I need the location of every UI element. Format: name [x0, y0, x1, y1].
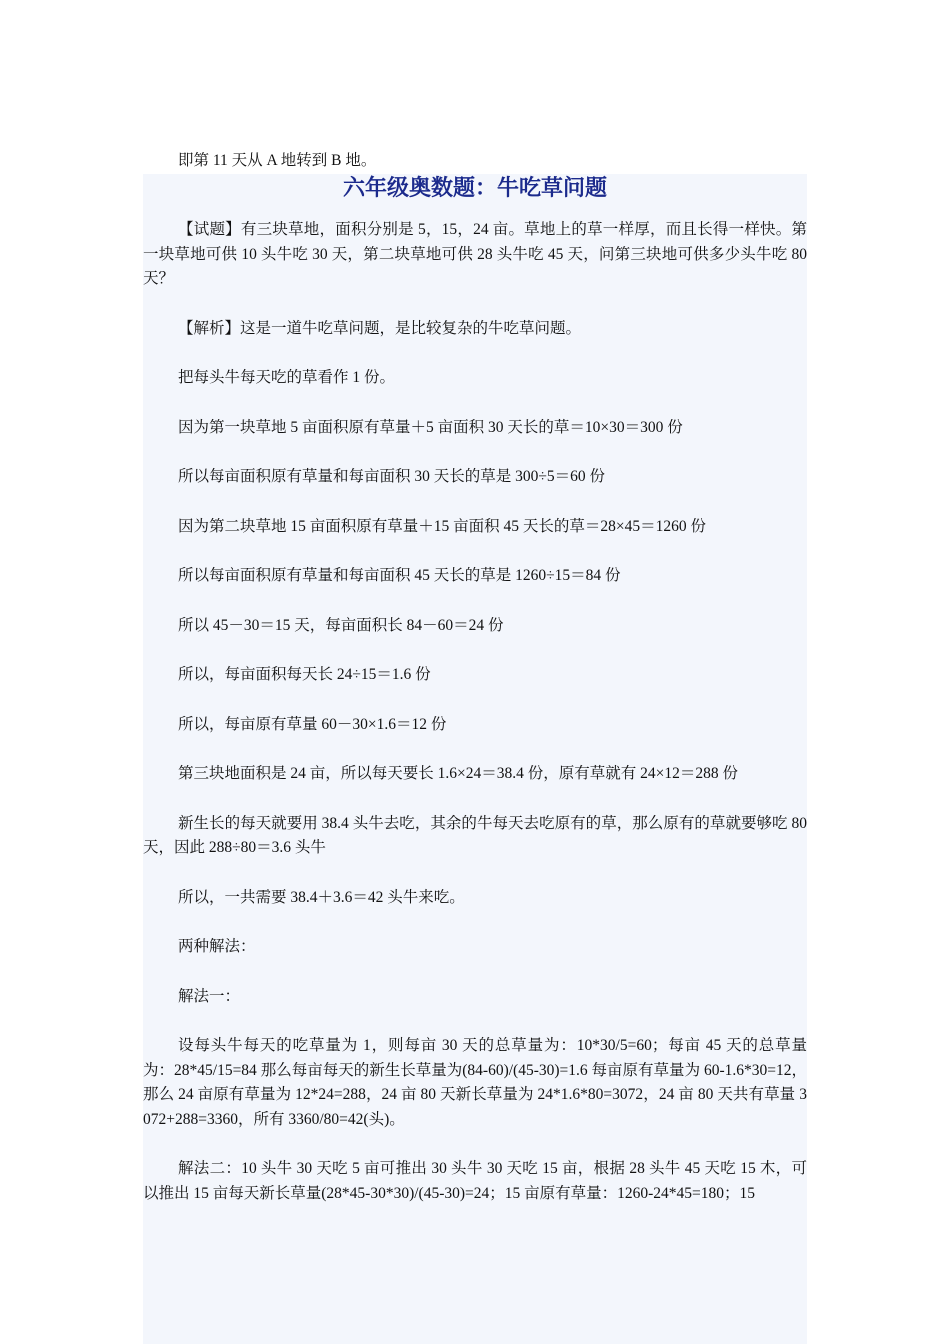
paragraph: 所以每亩面积原有草量和每亩面积 30 天长的草是 300÷5＝60 份	[178, 468, 606, 485]
article-title: 六年级奥数题：牛吃草问题	[342, 176, 607, 201]
paragraph-method-one: 设每头牛每天的吃草量为 1，则每亩 30 天的总草量为：10*30/5=60；每亩 45 天的总草量为：28*45/15=84 那么每亩每天的新生长草量为(84-60)/(45-30)=1.6 每亩原有草量为 60-1.6*30=12，那么 24 亩原有草量为 12*24=288，24 亩 80 天新长草量为 24*1.6*80=3072，24 亩 80 天共有草量 3072+288=3360，所有 3360/80=42(头)。	[143, 1037, 807, 1128]
article-panel	[143, 174, 807, 1344]
paragraph: 所以 45－30＝15 天，每亩面积长 84－60＝24 份	[178, 616, 504, 634]
paragraph: 所以，每亩面积每天长 24÷15＝1.6 份	[178, 666, 431, 683]
paragraph: 所以每亩面积原有草量和每亩面积 45 天长的草是 1260÷15＝84 份	[178, 567, 621, 584]
paragraph-question: 【试题】有三块草地，面积分别是 5，15，24 亩。草地上的草一样厚，而且长得一样快。第一块草地可供 10 头牛吃 30 天，第二块草地可供 28 头牛吃 45 天，问第三块地可供多少头牛吃 80 天？	[143, 221, 807, 287]
paragraph: 两种解法：	[178, 938, 256, 955]
intro-line: 即第 11 天从 A 地转到 B 地。	[178, 152, 377, 169]
paragraph: 第三块地面积是 24 亩，所以每天要长 1.6×24＝38.4 份，原有草就有 24×12＝288 份	[178, 765, 738, 782]
paragraph: 因为第二块草地 15 亩面积原有草量＋15 亩面积 45 天长的草＝28×45＝1260 份	[178, 517, 706, 535]
paragraph: 所以，一共需要 38.4＋3.6＝42 头牛来吃。	[178, 888, 465, 906]
paragraph: 所以，每亩原有草量 60－30×1.6＝12 份	[178, 715, 447, 733]
paragraph-method-one-heading: 解法一：	[178, 987, 241, 1005]
paragraph-analysis: 【解析】这是一道牛吃草问题，是比较复杂的牛吃草问题。	[178, 319, 582, 337]
paragraph: 因为第一块草地 5 亩面积原有草量＋5 亩面积 30 天长的草＝10×30＝300 份	[178, 418, 683, 436]
paragraph: 把每头牛每天吃的草看作 1 份。	[178, 369, 396, 386]
paragraph: 新生长的每天就要用 38.4 头牛去吃，其余的牛每天去吃原有的草，那么原有的草就要够吃 80 天，因此 288÷80＝3.6 头牛	[143, 814, 807, 856]
paragraph-method-two: 解法二：10 头牛 30 天吃 5 亩可推出 30 头牛 30 天吃 15 亩，根据 28 头牛 45 天吃 15 木，可以推出 15 亩每天新长草量(28*45-30*30)/(45-30)=24；15 亩原有草量：1260-24*45=180；15	[143, 1160, 807, 1202]
